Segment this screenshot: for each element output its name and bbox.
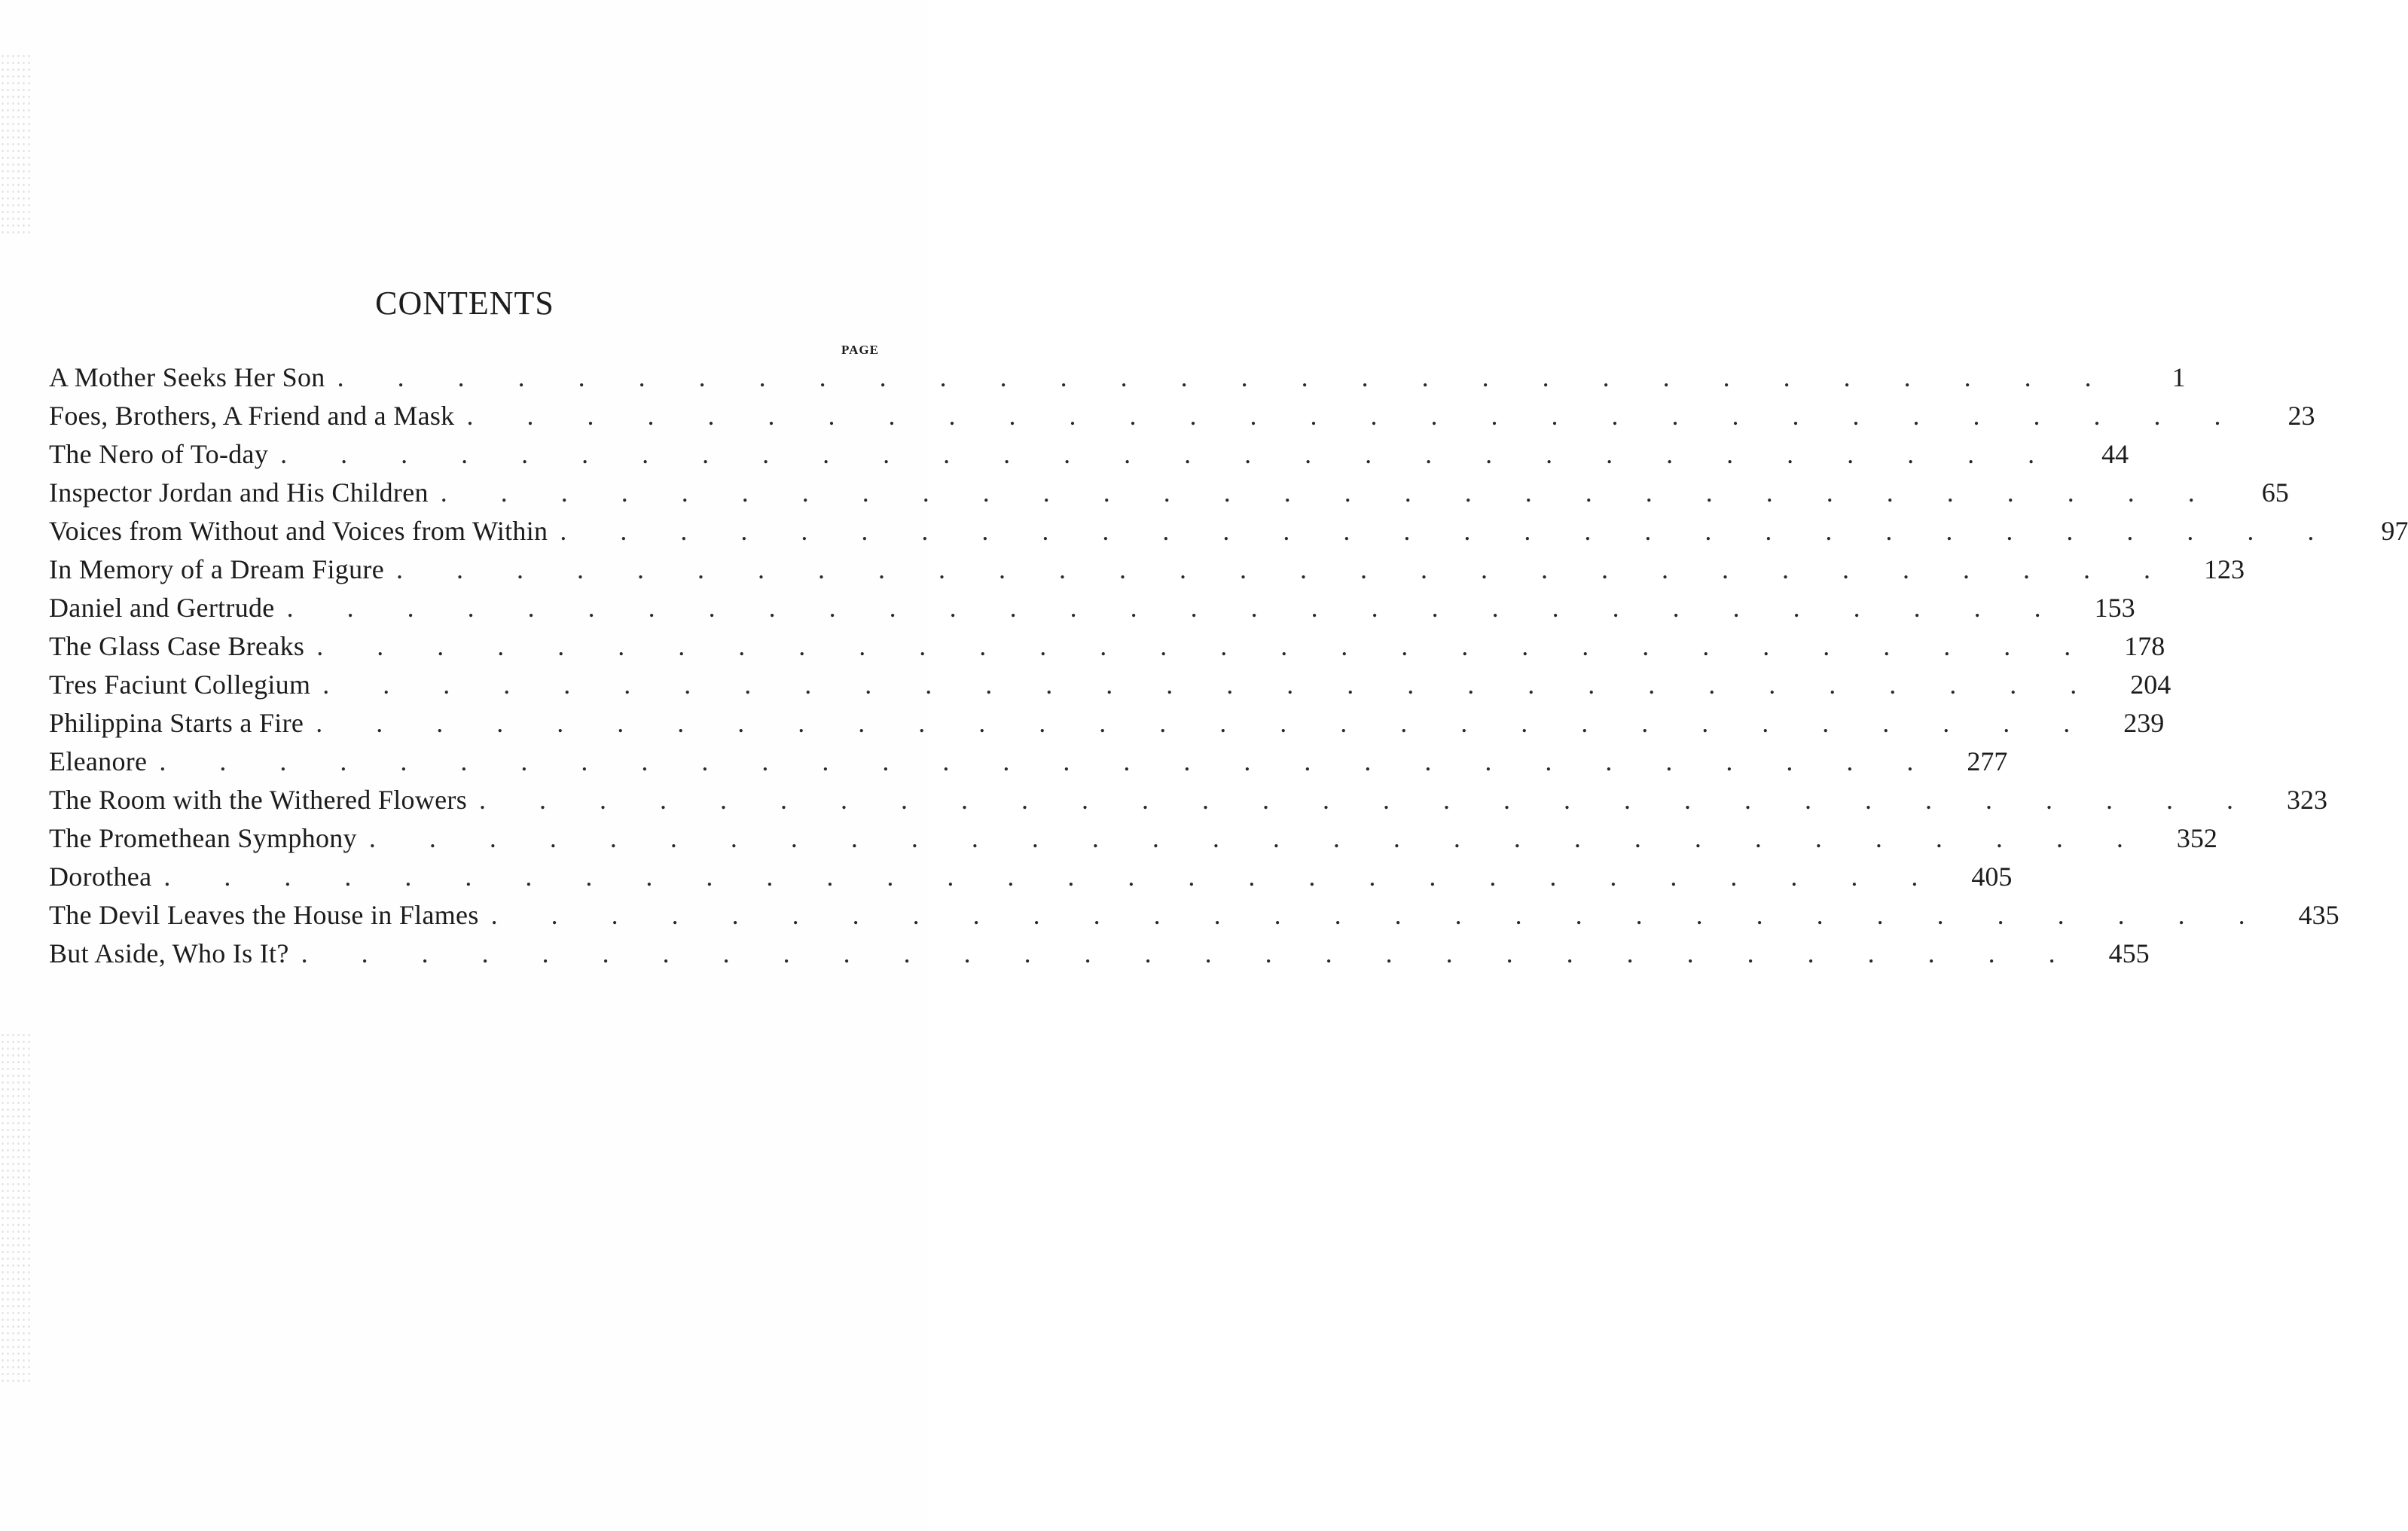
- toc-entry-page-number: 455: [2108, 938, 2150, 968]
- toc-entry: [49, 935, 2150, 973]
- toc-entry-page-number: 153: [2094, 593, 2135, 623]
- toc-entry: [49, 666, 2171, 704]
- toc-entry: [49, 550, 2245, 589]
- toc-entry-title: The Promethean Symphony: [49, 823, 357, 853]
- toc-entry-title: Dorothea: [49, 862, 152, 892]
- toc-entry: [49, 781, 2327, 819]
- toc-entry-title: A Mother Seeks Her Son: [49, 362, 325, 392]
- toc-entry-title: Foes, Brothers, A Friend and a Mask: [49, 401, 455, 431]
- toc-entry: [49, 743, 2008, 781]
- toc-entry: [49, 358, 2186, 397]
- toc-dot-leader: . . . . . . . . . . . . . . . . . . . . . . . . . . . . . .: [286, 593, 2065, 623]
- toc-dot-leader: . . . . . . . . . . . . . . . . . . . . . . . . . . . . . .: [395, 554, 2174, 584]
- toc-entry: [49, 512, 2408, 550]
- table-of-contents: [49, 358, 2408, 973]
- toc-entry: [49, 704, 2165, 743]
- toc-dot-leader: . . . . . . . . . . . . . . . . . . . . . . . . . . . . . .: [368, 823, 2147, 853]
- page-edge-speckle: [0, 53, 30, 233]
- toc-dot-leader: . . . . . . . . . . . . . . . . . . . . . . . . . . . . . .: [316, 631, 2095, 661]
- toc-entry-page-number: 405: [1971, 862, 2013, 892]
- toc-dot-leader: . . . . . . . . . . . . . . . . . . . . . . . . . . . . . .: [560, 516, 2338, 546]
- page-edge-speckle: [0, 1032, 30, 1386]
- toc-dot-leader: . . . . . . . . . . . . . . . . . . . . . . . . . . . . . .: [322, 669, 2101, 700]
- toc-dot-leader: . . . . . . . . . . . . . . . . . . . . . . . . . . . . . .: [490, 900, 2269, 930]
- toc-entry-page-number: 44: [2101, 439, 2129, 469]
- toc-dot-leader: . . . . . . . . . . . . . . . . . . . . . . . . . . . . . .: [163, 862, 1942, 892]
- toc-entry-page-number: 65: [2261, 477, 2289, 508]
- toc-entry-page-number: 204: [2130, 669, 2171, 700]
- toc-entry-page-number: 352: [2176, 823, 2217, 853]
- toc-dot-leader: . . . . . . . . . . . . . . . . . . . . . . . . . . . . . .: [479, 785, 2257, 815]
- toc-entry: [49, 435, 2129, 474]
- toc-entry-page-number: 23: [2287, 401, 2315, 431]
- toc-entry-page-number: 435: [2298, 900, 2339, 930]
- toc-entry: [49, 397, 2315, 435]
- toc-entry: [49, 474, 2289, 512]
- contents-heading: CONTENTS: [375, 285, 554, 322]
- toc-dot-leader: . . . . . . . . . . . . . . . . . . . . . . . . . . . . . .: [337, 362, 2115, 392]
- toc-entry-title: The Devil Leaves the House in Flames: [49, 900, 479, 930]
- toc-entry-page-number: 123: [2203, 554, 2245, 584]
- toc-entry: [49, 589, 2135, 627]
- toc-entry-title: But Aside, Who Is It?: [49, 938, 289, 968]
- toc-entry-title: The Glass Case Breaks: [49, 631, 305, 661]
- toc-entry-title: Inspector Jordan and His Children: [49, 477, 429, 508]
- toc-entry-page-number: 277: [1967, 746, 2008, 776]
- toc-entry-title: Tres Faciunt Collegium: [49, 669, 311, 700]
- toc-entry: [49, 627, 2165, 666]
- toc-entry-page-number: 1: [2171, 362, 2186, 392]
- toc-dot-leader: . . . . . . . . . . . . . . . . . . . . . . . . . . . . . .: [280, 439, 2059, 469]
- toc-entry-title: Voices from Without and Voices from Within: [49, 516, 548, 546]
- toc-entry-page-number: 178: [2124, 631, 2165, 661]
- toc-dot-leader: . . . . . . . . . . . . . . . . . . . . . . . . . . . . . .: [440, 477, 2218, 508]
- toc-entry-page-number: 239: [2123, 708, 2165, 738]
- toc-entry: [49, 896, 2339, 935]
- toc-entry-page-number: 323: [2287, 785, 2327, 815]
- page-column-label: PAGE: [841, 343, 879, 357]
- toc-entry-page-number: 97: [2381, 516, 2408, 546]
- toc-entry-title: Daniel and Gertrude: [49, 593, 275, 623]
- toc-entry: [49, 819, 2217, 858]
- toc-dot-leader: . . . . . . . . . . . . . . . . . . . . . . . . . . . . . .: [316, 708, 2094, 738]
- toc-entry-title: In Memory of a Dream Figure: [49, 554, 384, 584]
- toc-entry-title: The Nero of To-day: [49, 439, 269, 469]
- toc-dot-leader: . . . . . . . . . . . . . . . . . . . . . . . . . . . . . .: [301, 938, 2079, 968]
- toc-entry: [49, 858, 2013, 896]
- toc-dot-leader: . . . . . . . . . . . . . . . . . . . . . . . . . . . . . .: [159, 746, 1937, 776]
- toc-dot-leader: . . . . . . . . . . . . . . . . . . . . . . . . . . . . . .: [466, 401, 2245, 431]
- toc-entry-title: The Room with the Withered Flowers: [49, 785, 467, 815]
- toc-entry-title: Philippina Starts a Fire: [49, 708, 304, 738]
- toc-entry-title: Eleanore: [49, 746, 148, 776]
